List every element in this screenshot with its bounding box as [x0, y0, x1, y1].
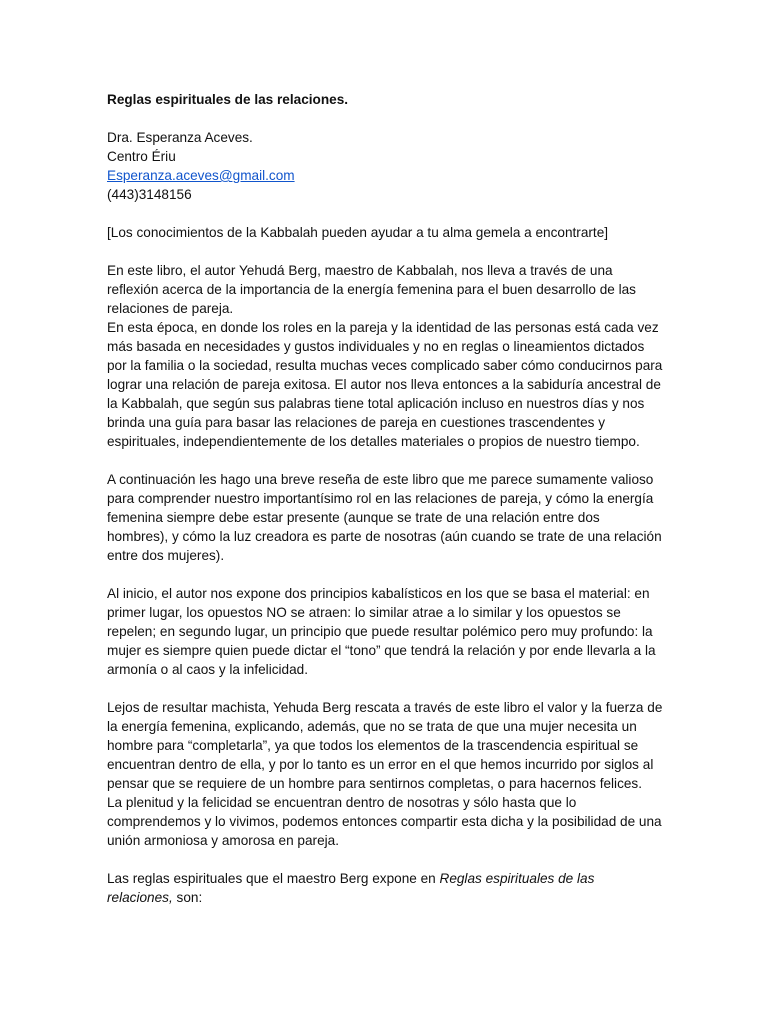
rules-intro-end: son: [172, 890, 203, 905]
rules-intro-text: Las reglas espirituales que el maestro Berg expone en [107, 871, 440, 886]
paragraph-intro: En este libro, el autor Yehudá Berg, maestro de Kabbalah, nos lleva a través de una reflexión acerca de la importancia de la energía femenina para el buen desarrollo de las relaciones de pareja. [107, 263, 636, 316]
paragraph-review: A continuación les hago una breve reseña de este libro que me parece sumamente valioso para comprender nuestro importantísimo rol en las relaciones de pareja, y cómo la energía femenina siempre debe estar presente (aunque se trate de una relación entre dos hombres), y cómo la luz creadora es parte de nosotras (aún cuando se trate de una relación entre dos mujeres). [107, 472, 662, 563]
book-title-italic: Reglas espirituales de las relaciones, [107, 871, 595, 905]
paragraph-fulfillment: La plenitud y la felicidad se encuentran dentro de nosotras y sólo hasta que lo comprendemos y lo vivimos, podemos entonces compartir esta dicha y la posibilidad de una unión armoniosa y amorosa en pareja. [107, 795, 662, 848]
paragraph-principles: Al inicio, el autor nos expone dos principios kabalísticos en los que se basa el material: en primer lugar, los opuestos NO se atraen: lo similar atrae a lo similar y los opuestos se repelen; en segundo lugar, un principio que puede resultar polémico pero muy profundo: la mujer es siempre quien puede dictar el “tono” que tendrá la relación y por ende llevarla a la armonía o al caos y la infelicidad. [107, 586, 656, 677]
document-subtitle: [Los conocimientos de la Kabbalah pueden ayudar a tu alma gemela a encontrarte] [107, 225, 609, 240]
author-center: Centro Ériu [107, 149, 176, 164]
paragraph-rules-intro [107, 869, 663, 907]
author-email-link[interactable]: Esperanza.aceves@gmail.com [107, 168, 295, 183]
paragraph-context: En esta época, en donde los roles en la pareja y la identidad de las personas está cada vez más basada en necesidades y gustos individuales y no en reglas o lineamientos dictados por la familia o la sociedad, resulta muchas veces complicado saber cómo conducirnos para lograr una relación de pareja exitosa. El autor nos lleva entonces a la sabiduría ancestral de la Kabbalah, que según sus palabras tiene total aplicación incluso en nuestros días y nos brinda una guía para basar las relaciones de pareja en cuestiones trascendentes y espirituales, independientemente de los detalles materiales o propios de nuestro tiempo. [107, 320, 663, 449]
author-phone: (443)3148156 [107, 187, 192, 202]
paragraph-feminine-energy: Lejos de resultar machista, Yehuda Berg rescata a través de este libro el valor y la fuerza de la energía femenina, explicando, además, que no se trata de que una mujer necesita un hombre para “completarla”, ya que todos los elementos de la trascendencia espiritual se encuentran dentro de ella, y por lo tanto es un error en el que hemos incurrido por siglos al pensar que se requiere de un hombre para sentirnos completas, o para hacernos felices. [107, 700, 663, 791]
document-title: Reglas espirituales de las relaciones. [107, 92, 349, 107]
document-body [107, 90, 663, 907]
author-name: Dra. Esperanza Aceves. [107, 130, 253, 145]
